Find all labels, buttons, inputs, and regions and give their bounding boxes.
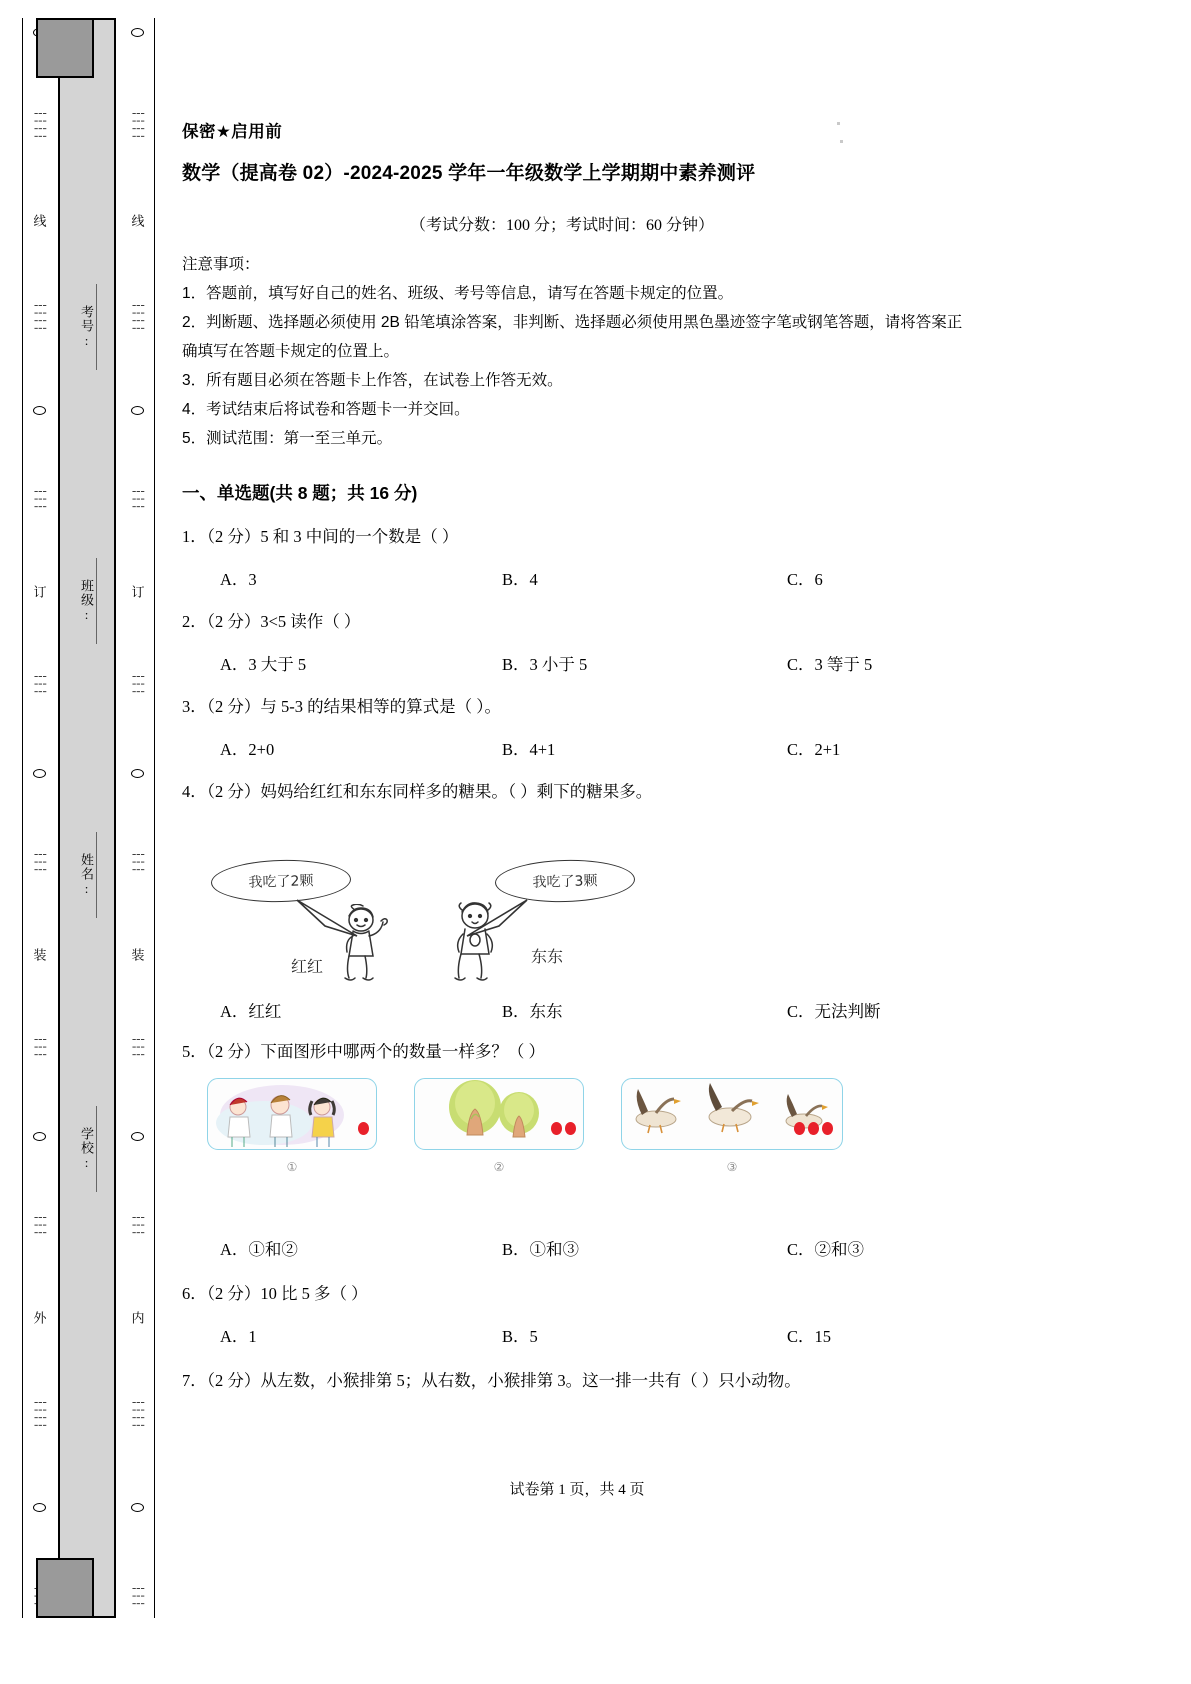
seal-dots: ┆┆┆	[131, 672, 144, 696]
notice-item-1: 1．答题前，填写好自己的姓名、班级、考号等信息，请写在答题卡规定的位置。	[182, 285, 734, 302]
seal-dots: ┆┆┆	[33, 1214, 46, 1238]
page-title: 数学（提高卷 02）-2024-2025 学年一年级数学上学期期中素养测评	[182, 163, 756, 184]
count-dot	[565, 1122, 576, 1135]
field-name[interactable]	[77, 828, 97, 922]
seal-mark-inner-2: 装	[129, 947, 145, 963]
option-c[interactable]: C．2+1	[787, 740, 841, 759]
field-label: 班级:	[79, 579, 94, 623]
count-dot	[794, 1122, 805, 1135]
question-3	[182, 693, 972, 717]
notice-item-4: 4．考试结束后将试卷和答题卡一并交回。	[182, 401, 470, 418]
seal-dots: ┆┆┆	[33, 1035, 46, 1059]
option-b[interactable]: B．4	[502, 570, 538, 589]
seal-cap-top	[36, 18, 94, 78]
seal-dots: ┆┆┆	[131, 488, 144, 512]
notice-item-2: 2．判断题、选择题必须使用 2B 铅笔填涂答案，非判断、选择题必须使用黑色墨迹签字笔或钢笔答题，请将答案正确填写在答题卡规定的位置上。	[182, 314, 963, 360]
option-b[interactable]: B．5	[502, 1327, 538, 1346]
option-a[interactable]: A．3 大于 5	[220, 655, 307, 674]
notice-heading: 注意事项：	[182, 256, 260, 273]
question-6	[182, 1280, 972, 1304]
option-b[interactable]: B．4+1	[502, 740, 556, 759]
question-stem: 3．（2 分）与 5-3 的结果相等的算式是（ ）。	[182, 697, 501, 716]
question-stem: 2．（2 分）3<5 读作（ ）	[182, 612, 361, 631]
child-figure-dong	[445, 896, 513, 982]
notice-item-5: 5．测试范围：第一至三单元。	[182, 430, 393, 447]
exam-meta-line: （考试分数：100 分；考试时间：60 分钟）	[409, 217, 714, 234]
seal-dots: ┆┆┆	[131, 851, 144, 875]
seal-ring	[33, 769, 46, 778]
seal-dots: ┆┆┆	[33, 851, 46, 875]
question-5	[182, 1038, 972, 1062]
field-label: 学校:	[79, 1127, 94, 1171]
count-box-1	[207, 1078, 377, 1150]
notice-item-3: 3．所有题目必须在答题卡上作答，在试卷上作答无效。	[182, 372, 563, 389]
option-c[interactable]: C．无法判断	[787, 1002, 881, 1021]
field-rule	[96, 832, 97, 918]
seal-mark-outer-2: 装	[31, 947, 47, 963]
seal-dots: ┆┆┆┆	[131, 110, 144, 141]
question-stem: 7．（2 分）从左数，小猴排第 5；从右数，小猴排第 3。这一排一共有（ ）只小动物。	[182, 1371, 801, 1390]
seal-dots: ┆┆┆┆	[33, 1398, 46, 1430]
option-c[interactable]: C．3 等于 5	[787, 655, 873, 674]
question-1	[182, 523, 972, 547]
count-dot	[358, 1122, 369, 1135]
seal-mark-outer-0: 线	[31, 214, 47, 230]
geese-image	[622, 1079, 843, 1149]
seal-mark-inner-0: 线	[129, 214, 145, 230]
seal-mark-inner-1: 订	[129, 584, 145, 600]
question-stem: 5．（2 分）下面图形中哪两个的数量一样多？（ ）	[182, 1042, 545, 1061]
sealing-line-band	[22, 18, 162, 1618]
option-a[interactable]: A．①和②	[220, 1240, 298, 1259]
seal-dots: ┆┆┆	[131, 1035, 144, 1059]
section-heading-single-choice: 一、单选题(共 8 题；共 16 分)	[182, 483, 418, 503]
trees-image	[415, 1079, 584, 1149]
seal-dots: ┆┆┆	[131, 1214, 144, 1238]
speech-bubble-dong	[494, 858, 635, 904]
seal-ring	[33, 1132, 46, 1141]
page-number-text: 试卷第 1 页，共 4 页	[509, 1482, 645, 1498]
seal-ring	[131, 1132, 144, 1141]
option-c[interactable]: C．②和③	[787, 1240, 865, 1259]
count-dot	[822, 1122, 833, 1135]
question-4	[182, 778, 972, 802]
option-c[interactable]: C．6	[787, 570, 823, 589]
field-rule	[96, 284, 97, 370]
field-exam-number[interactable]	[77, 280, 97, 374]
children-image	[208, 1079, 377, 1149]
count-dot	[551, 1122, 562, 1135]
exam-paper-page	[182, 0, 982, 1684]
scan-artifact	[840, 140, 843, 143]
seal-dots: ┆┆┆┆	[131, 1398, 144, 1430]
seal-dots: ┆┆┆	[33, 672, 46, 696]
seal-mark-outer-3: 外	[31, 1310, 47, 1326]
seal-ring	[131, 769, 144, 778]
seal-cap-bottom	[36, 1558, 94, 1618]
option-a[interactable]: A．红红	[220, 1002, 282, 1021]
scan-artifact	[837, 122, 840, 125]
question-7	[182, 1364, 976, 1398]
question-stem: 6．（2 分）10 比 5 多（ ）	[182, 1284, 368, 1303]
seal-dots: ┆┆┆┆	[33, 110, 46, 141]
field-school[interactable]	[77, 1102, 97, 1196]
option-a[interactable]: A．3	[220, 570, 257, 589]
page-footer	[182, 1478, 972, 1499]
count-box-2-label: ②	[493, 1160, 505, 1174]
field-label: 姓名:	[79, 853, 94, 897]
option-b[interactable]: B．①和③	[502, 1240, 580, 1259]
child-name-dong: 东东	[531, 947, 564, 966]
question-4-illustration	[207, 856, 677, 984]
field-rule	[96, 558, 97, 644]
option-b[interactable]: B．3 小于 5	[502, 655, 588, 674]
question-5-illustration	[207, 1078, 847, 1196]
option-c[interactable]: C．15	[787, 1327, 832, 1346]
seal-column-inner	[120, 18, 154, 1618]
seal-mark-outer-1: 订	[31, 584, 47, 600]
question-stem: 4．（2 分）妈妈给红红和东东同样多的糖果。（ ）剩下的糖果多。	[182, 782, 653, 801]
seal-column-outer	[22, 18, 56, 1618]
seal-ring	[33, 1503, 46, 1512]
count-dot	[808, 1122, 819, 1135]
seal-ring	[131, 406, 144, 415]
count-box-1-label: ①	[286, 1160, 298, 1174]
seal-ring	[33, 406, 46, 415]
seal-outer-rule-right	[154, 18, 155, 1618]
child-figure-hong	[335, 904, 403, 982]
speech-bubble-text: 我吃了2颗	[248, 873, 314, 891]
question-stem: 1．（2 分）5 和 3 中间的一个数是（ ）	[182, 527, 459, 546]
seal-dots: ┆┆┆	[33, 488, 46, 512]
speech-bubble-text: 我吃了3颗	[532, 873, 598, 891]
seal-dots: ┆┆┆	[131, 1584, 144, 1608]
notice-block	[182, 250, 972, 453]
seal-dots: ┆┆┆┆	[33, 302, 46, 333]
seal-mark-inner-3: 内	[129, 1310, 145, 1326]
speech-bubble-hong	[210, 858, 351, 904]
field-label: 考号:	[79, 305, 94, 349]
count-box-3-label: ③	[726, 1160, 738, 1174]
count-box-2	[414, 1078, 584, 1150]
confidential-notice: 保密★启用前	[182, 123, 283, 141]
field-class[interactable]	[77, 554, 97, 648]
seal-ring	[131, 28, 144, 37]
seal-dots: ┆┆┆┆	[131, 302, 144, 333]
question-2	[182, 608, 972, 632]
option-a[interactable]: A．2+0	[220, 740, 275, 759]
seal-ring	[131, 1503, 144, 1512]
seal-column-info-fields	[58, 18, 116, 1618]
child-name-hong: 红红	[291, 957, 324, 976]
field-rule	[96, 1106, 97, 1192]
option-a[interactable]: A．1	[220, 1327, 257, 1346]
count-box-3	[621, 1078, 843, 1150]
option-b[interactable]: B．东东	[502, 1002, 563, 1021]
